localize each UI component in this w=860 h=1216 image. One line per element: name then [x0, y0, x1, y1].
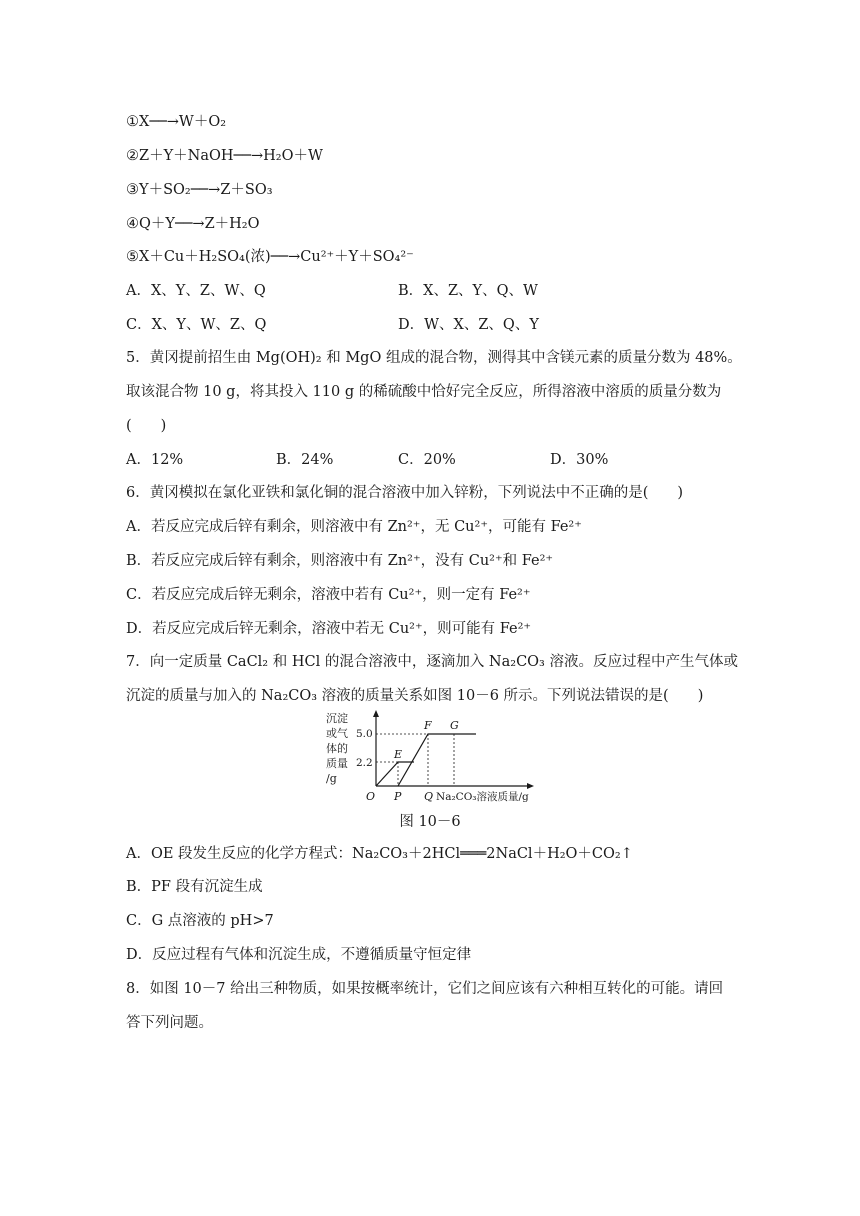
q7-option-c: C．G 点溶液的 pH>7 [126, 913, 274, 929]
q5-stem-3: ( ) [126, 418, 167, 434]
q6-option-b: B．若反应完成后锌有剩余，则溶液中有 Zn²⁺，没有 Cu²⁺和 Fe²⁺ [126, 553, 554, 569]
q6-option-d: D．若反应完成后锌无剩余，溶液中若无 Cu²⁺，则可能有 Fe²⁺ [126, 621, 532, 637]
q5-option-a: A．12% [126, 452, 184, 468]
q5-stem-1: 5．黄冈提前招生由 Mg(OH)₂ 和 MgO 组成的混合物，测得其中含镁元素的质量分数为 48%。 [126, 350, 742, 366]
q7-option-b: B．PF 段有沉淀生成 [126, 879, 263, 895]
point-label-g: G [450, 719, 459, 732]
ylabel-line-2: 或气 [326, 727, 348, 740]
q7-stem-2: 沉淀的质量与加入的 Na₂CO₃ 溶液的质量关系如图 10－6 所示。下列说法错误的是( ) [126, 688, 704, 704]
ylabel-line-3: 体的 [326, 742, 348, 755]
q5-option-c: C．20% [398, 452, 456, 468]
point-label-o: O [366, 790, 376, 803]
x-axis-label: Na₂CO₃溶液质量/g [436, 791, 529, 803]
q4-option-d: D．W、X、Z、Q、Y [398, 317, 539, 333]
series-precipitate [398, 734, 476, 786]
figure-caption: 图 10－6 [399, 814, 461, 830]
point-label-f: F [424, 719, 432, 732]
q8-stem-2: 答下列问题。 [126, 1015, 213, 1031]
q7-option-a: A．OE 段发生反应的化学方程式：Na₂CO₃＋2HCl═══2NaCl＋H₂O＋CO₂↑ [126, 846, 633, 862]
point-label-e: E [394, 748, 403, 761]
q5-stem-2: 取该混合物 10 g，将其投入 110 g 的稀硫酸中恰好完全反应，所得溶液中溶质的质量分数为 [126, 384, 722, 400]
q4-option-c: C．X、Y、W、Z、Q [126, 317, 267, 333]
figure-10-6 [322, 708, 542, 804]
point-label-p: P [394, 790, 402, 803]
point-label-q: Q [424, 790, 434, 803]
y-tick-5: 5.0 [356, 728, 373, 740]
ylabel-line-5: /g [326, 772, 337, 785]
q6-option-c: C．若反应完成后锌无剩余，溶液中若有 Cu²⁺，则一定有 Fe²⁺ [126, 587, 531, 603]
ylabel-line-1: 沉淀 [326, 712, 348, 725]
q4-option-b: B．X、Z、Y、Q、W [398, 283, 538, 299]
eq3: ③Y＋SO₂──→Z＋SO₃ [126, 182, 273, 198]
eq5: ⑤X＋Cu＋H₂SO₄(浓)──→Cu²⁺＋Y＋SO₄²⁻ [126, 249, 414, 265]
y-tick-2-2: 2.2 [356, 757, 373, 769]
ylabel-line-4: 质量 [326, 757, 348, 770]
eq4: ④Q＋Y──→Z＋H₂O [126, 216, 260, 232]
q7-stem-1: 7．向一定质量 CaCl₂ 和 HCl 的混合溶液中，逐滴加入 Na₂CO₃ 溶液。反应过程中产生气体或 [126, 654, 738, 670]
y-axis-arrow [373, 710, 379, 717]
q5-option-d: D．30% [550, 452, 609, 468]
q4-option-a: A．X、Y、Z、W、Q [126, 283, 266, 299]
q5-option-b: B．24% [276, 452, 334, 468]
eq1: ①X──→W＋O₂ [126, 114, 227, 130]
q7-option-d: D．反应过程有气体和沉淀生成，不遵循质量守恒定律 [126, 947, 472, 963]
x-axis-arrow [527, 783, 534, 789]
series-gas [376, 762, 414, 786]
q6-stem: 6．黄冈模拟在氯化亚铁和氯化铜的混合溶液中加入锌粉，下列说法中不正确的是( ) [126, 485, 684, 501]
q8-stem-1: 8．如图 10－7 给出三种物质，如果按概率统计，它们之间应该有六种相互转化的可能。请回 [126, 981, 724, 997]
q6-option-a: A．若反应完成后锌有剩余，则溶液中有 Zn²⁺，无 Cu²⁺，可能有 Fe²⁺ [126, 519, 582, 535]
eq2: ②Z＋Y＋NaOH──→H₂O＋W [126, 148, 323, 164]
